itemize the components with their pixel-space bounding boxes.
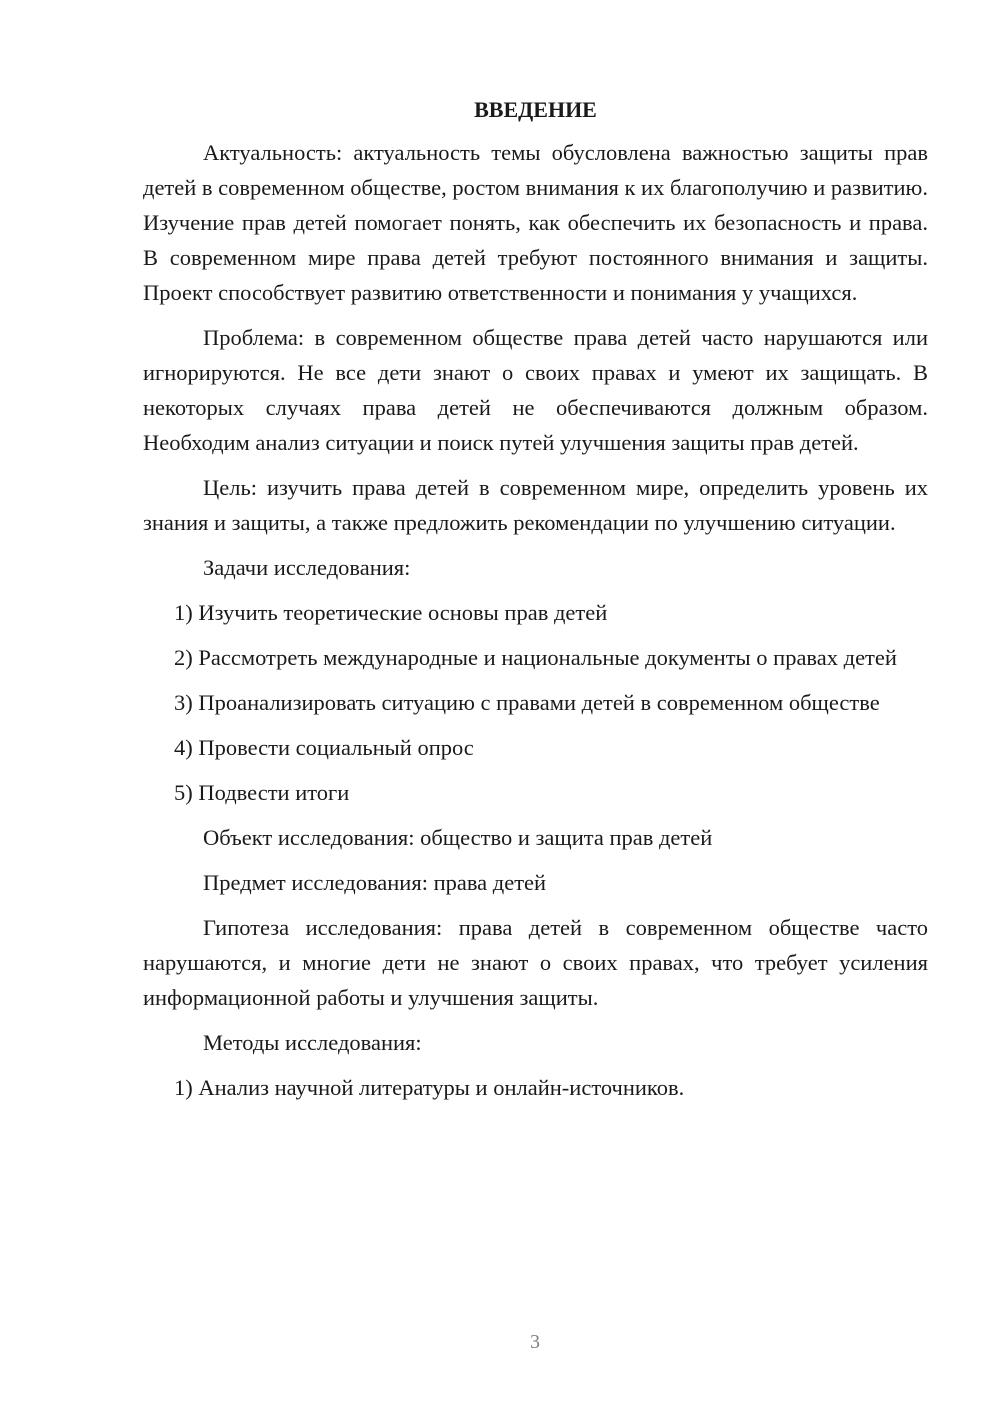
- page-number: 3: [530, 1331, 540, 1353]
- method-item: 1) Анализ научной литературы и онлайн-источников.: [174, 1075, 685, 1100]
- document-page: [143, 92, 928, 1115]
- task-item: 5) Подвести итоги: [174, 780, 350, 805]
- task-item: 3) Проанализировать ситуацию с правами детей в современном обществе: [174, 690, 880, 715]
- tasks-heading: Задачи исследования:: [203, 555, 411, 580]
- relevance-paragraph: Актуальность: актуальность темы обусловлена важностью защиты прав детей в современном обществе, ростом внимания к их благополучию и развитию. Изучение прав детей помогает понять, как обеспечить их безопасность и права. В современном мире права детей требуют постоянного внимания и защиты. Проект способствует развитию ответственности и понимания у учащихся.: [143, 140, 928, 305]
- methods-heading: Методы исследования:: [203, 1030, 422, 1055]
- task-item: 2) Рассмотреть международные и национальные документы о правах детей: [174, 645, 897, 670]
- problem-paragraph: Проблема: в современном обществе права детей часто нарушаются или игнорируются. Не все дети знают о своих правах и умеют их защищать. В некоторых случаях права детей не обеспечиваются должным образом. Необходим анализ ситуации и поиск путей улучшения защиты прав детей.: [143, 325, 928, 455]
- task-item: 4) Провести социальный опрос: [174, 735, 474, 760]
- subject-paragraph: Предмет исследования: права детей: [203, 870, 547, 895]
- section-title: ВВЕДЕНИЕ: [474, 97, 597, 122]
- goal-paragraph: Цель: изучить права детей в современном мире, определить уровень их знания и защиты, а также предложить рекомендации по улучшению ситуации.: [143, 475, 928, 535]
- task-item: 1) Изучить теоретические основы прав детей: [174, 600, 608, 625]
- hypothesis-paragraph: Гипотеза исследования: права детей в современном обществе часто нарушаются, и многие дети не знают о своих правах, что требует усиления информационной работы и улучшения защиты.: [143, 915, 928, 1010]
- object-paragraph: Объект исследования: общество и защита прав детей: [203, 825, 713, 850]
